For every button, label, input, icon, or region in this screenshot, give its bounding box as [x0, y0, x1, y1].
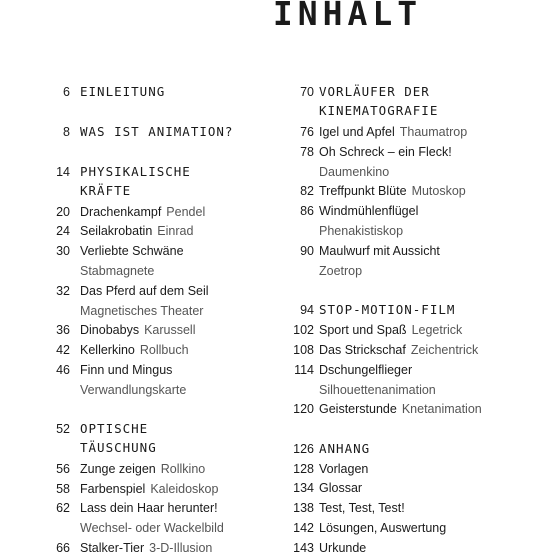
page-number: 128 [293, 462, 314, 476]
toc-title [80, 241, 184, 261]
toc-title [80, 498, 218, 518]
page-number: 62 [56, 501, 70, 515]
toc-title-text: Dinobabys [80, 323, 140, 337]
toc-title-text: EINLEITUNG [80, 84, 166, 99]
page-number: 94 [300, 303, 314, 317]
toc-title-text: Zunge zeigen [80, 462, 156, 476]
toc-technique: Magnetisches Theater [80, 304, 204, 318]
toc-title [319, 340, 478, 360]
page-number: 70 [300, 85, 314, 99]
toc-title-text: OPTISCHE [80, 421, 149, 436]
page-number: 30 [56, 244, 70, 258]
toc-title-text: Geisterstunde [319, 402, 397, 416]
toc-title-text: Dschungelflieger [319, 363, 413, 377]
toc-title-text: Igel und Apfel [319, 125, 395, 139]
toc-title-text: Oh Schreck – ein Fleck! [319, 145, 452, 159]
toc-title-text: Maulwurf mit Aussicht [319, 244, 440, 258]
page-number: 108 [293, 343, 314, 357]
page-number: 102 [293, 323, 314, 337]
page-number: 42 [56, 343, 70, 357]
toc-title [80, 181, 131, 201]
toc-title-text: Farbenspiel [80, 482, 146, 496]
toc-technique: Thaumatrop [399, 125, 468, 139]
toc-technique: Karussell [144, 323, 196, 337]
toc-title-text: STOP-MOTION-FILM [319, 302, 456, 317]
page-number: 6 [63, 85, 70, 99]
page-number: 114 [294, 363, 314, 377]
toc-title-text: Lass dein Haar herunter! [80, 501, 218, 515]
toc-title-text: Finn und Mingus [80, 363, 173, 377]
toc-technique: Zoetrop [319, 264, 363, 278]
page-number: 143 [293, 541, 314, 555]
toc-title-text: Urkunde [319, 541, 367, 555]
page-number: 126 [293, 442, 314, 456]
toc-title [80, 459, 205, 479]
toc-technique: 3-D-Illusion [149, 541, 213, 555]
page-number: 46 [56, 363, 70, 377]
page-number: 86 [300, 204, 314, 218]
toc-technique: Pendel [166, 205, 206, 219]
toc-title-text: KRÄFTE [80, 183, 132, 198]
toc-title-text: TÄUSCHUNG [80, 440, 157, 455]
toc-title [319, 320, 462, 340]
toc-title-text: Seilakrobatin [80, 224, 153, 238]
toc-title [319, 201, 418, 221]
page-number: 82 [300, 184, 314, 198]
page-number: 52 [56, 422, 70, 436]
toc-title [319, 498, 405, 518]
toc-title [80, 162, 191, 182]
toc-title [80, 202, 205, 222]
toc-title-text: Kellerkino [80, 343, 135, 357]
page-number: 24 [56, 224, 70, 238]
toc-title-text: PHYSIKALISCHE [80, 164, 191, 179]
toc-title [80, 221, 193, 241]
toc-title-text: Stalker-Tier [80, 541, 145, 555]
toc-technique: Daumenkino [319, 165, 390, 179]
page-number: 14 [56, 165, 70, 179]
page-number: 134 [293, 481, 314, 495]
page-number: 66 [56, 541, 70, 555]
page-number: 36 [56, 323, 70, 337]
toc-technique: Stabmagnete [80, 264, 155, 278]
page-number: 56 [56, 462, 70, 476]
toc-technique: Phenakistiskop [319, 224, 404, 238]
toc-title-text: Glossar [319, 481, 363, 495]
page-number: 20 [56, 205, 70, 219]
page-number: 90 [300, 244, 314, 258]
toc-technique: Rollkino [160, 462, 206, 476]
page-number: 58 [56, 482, 70, 496]
toc-title-text: WAS IST ANIMATION? [80, 124, 234, 139]
toc-technique: Knetanimation [401, 402, 482, 416]
toc-title-text: Verliebte Schwäne [80, 244, 184, 258]
page-number: 120 [293, 402, 314, 416]
toc-title [80, 360, 172, 380]
toc-title-text: Test, Test, Test! [319, 501, 405, 515]
toc-title-text: Windmühlenflügel [319, 204, 419, 218]
toc-title [319, 122, 467, 142]
toc-title [319, 241, 440, 261]
page-number: 76 [300, 125, 314, 139]
toc-technique: Rollbuch [139, 343, 189, 357]
toc-title-text: Treffpunkt Blüte [319, 184, 407, 198]
toc-technique: Wechsel- oder Wackelbild [80, 521, 224, 535]
toc-title [319, 518, 446, 538]
toc-title [80, 538, 212, 558]
toc-title [80, 281, 209, 301]
toc-title [319, 300, 455, 320]
toc-title-text: Das Pferd auf dem Seil [80, 284, 209, 298]
toc-title-text: VORLÄUFER DER [319, 84, 430, 99]
toc-title [80, 419, 148, 439]
toc-title [319, 360, 412, 380]
toc-title [80, 438, 157, 458]
page-number: 78 [300, 145, 314, 159]
toc-title [319, 181, 466, 201]
page-number: 8 [63, 125, 70, 139]
page-number: 32 [56, 284, 70, 298]
toc-title [319, 439, 370, 459]
toc-title-text: Lösungen, Auswertung [319, 521, 447, 535]
toc-technique: Mutoskop [411, 184, 466, 198]
page-title: INHALT [272, 0, 423, 33]
toc-title-text: Drachenkampf [80, 205, 162, 219]
toc-title [319, 538, 366, 558]
page-number: 142 [293, 521, 314, 535]
toc-title-text: Das Strickschaf [319, 343, 406, 357]
toc-title [80, 82, 165, 102]
toc-technique: Zeichentrick [410, 343, 479, 357]
toc-title [319, 399, 482, 419]
page-number: 138 [293, 501, 314, 515]
toc-technique: Verwandlungskarte [80, 383, 187, 397]
toc-title [80, 479, 218, 499]
toc-title [319, 478, 362, 498]
toc-title [80, 122, 233, 142]
toc-title-text: KINEMATOGRAFIE [319, 103, 439, 118]
toc-technique: Einrad [157, 224, 194, 238]
toc-title [80, 320, 196, 340]
toc-technique: Kaleidoskop [150, 482, 219, 496]
toc-technique: Silhouettenanimation [319, 383, 436, 397]
toc-title-text: Vorlagen [319, 462, 369, 476]
toc-title [80, 340, 189, 360]
toc-title [319, 142, 452, 162]
toc-technique: Legetrick [411, 323, 463, 337]
toc-title [319, 101, 438, 121]
toc-title [319, 82, 430, 102]
toc-title [319, 459, 368, 479]
toc-title-text: ANHANG [319, 441, 371, 456]
toc-title-text: Sport und Spaß [319, 323, 407, 337]
